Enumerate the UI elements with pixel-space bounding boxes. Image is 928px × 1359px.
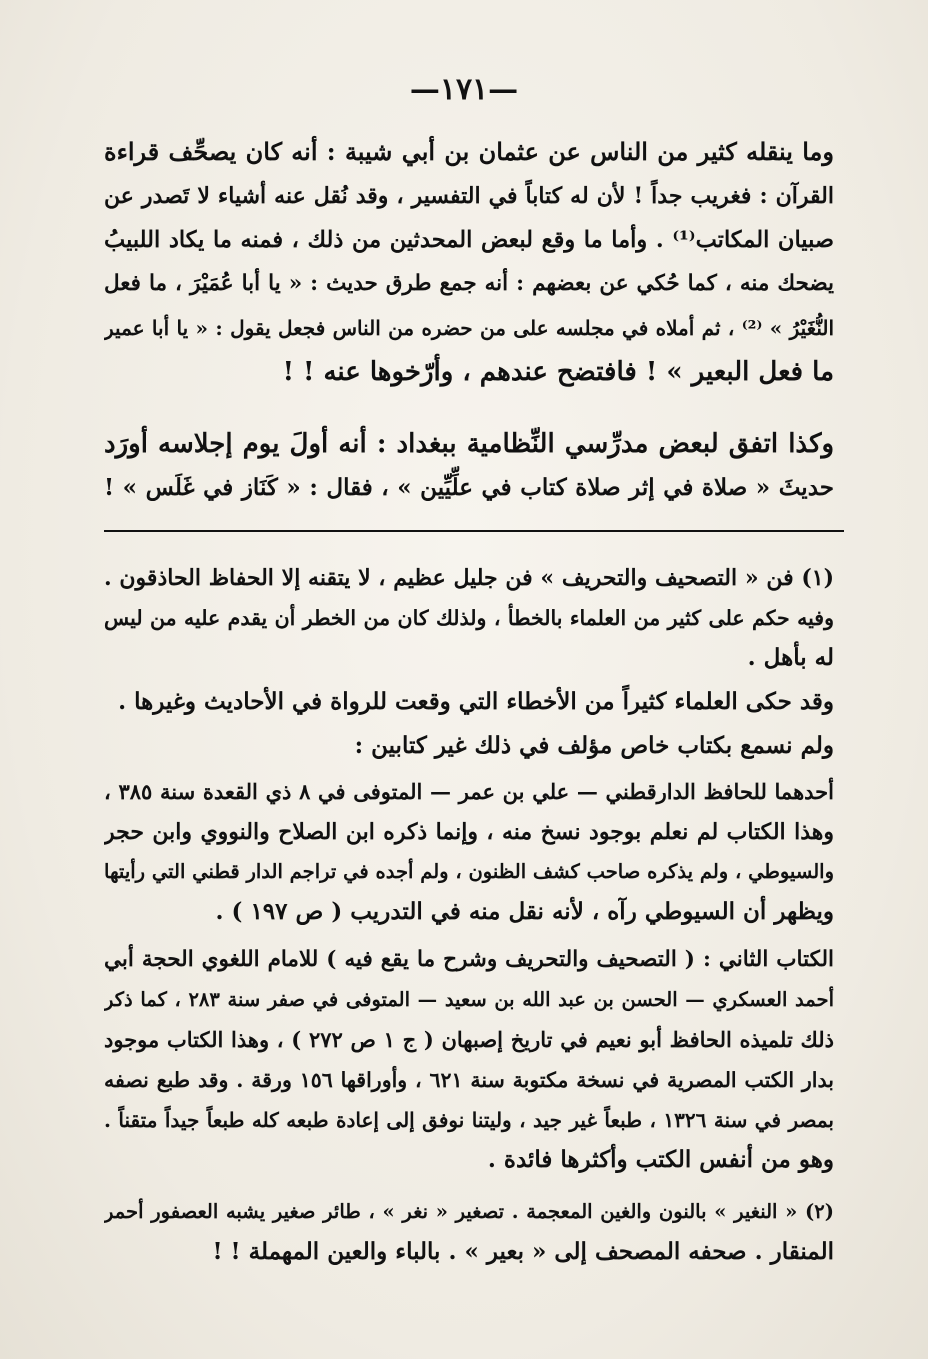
footnote-line: ويظهر أن السيوطي رآه ، لأنه نقل منه في التدريب ( ص ١٩٧ ) .: [215, 898, 834, 925]
footnote-1-paragraph-3: [104, 726, 834, 766]
text-line: وما ينقله كثير من الناس عن عثمان بن أبي شيبة : أنه كان يصحِّف قراءة: [104, 137, 834, 166]
text-line: القرآن : فغريب جداً ! لأن له كتاباً في التفسير ، وقد نُقل عنه أشياء لا تَصدر عن: [104, 183, 834, 209]
footnote-2: [104, 1192, 834, 1272]
text-line: صبيان المكاتب⁽¹⁾ . وأما ما وقع لبعض المحدثين من ذلك ، فمنه ما يكاد اللبيبُ: [104, 227, 834, 253]
footnote-line: وهذا الكتاب لم نعلم بوجود نسخ منه ، وإنما ذكره ابن الصلاح والنووي وابن حجر: [104, 819, 834, 845]
footnote-line: أحمد العسكري — الحسن بن عبد الله بن سعيد — المتوفى في صفر سنة ٢٨٣ ، كما ذكر: [104, 988, 834, 1011]
main-paragraph-2: [104, 422, 834, 510]
text-line: يضحك منه ، كما حُكي عن بعضهم : أنه جمع طرق حديث : « يا أبا عُمَيْرَ ، ما فعل: [104, 271, 834, 296]
footnote-line: وقد حكى العلماء كثيراً من الأخطاء التي وقعت للرواة في الأحاديث وغيرها .: [118, 688, 834, 715]
footnote-line: ذلك تلميذه الحافظ أبو نعيم في تاريخ إصبهان ( ج ١ ص ٢٧٢ ) ، وهذا الكتاب موجود: [104, 1027, 834, 1052]
footnote-line: له بأهل .: [747, 644, 834, 671]
text-line: وكذا اتفق لبعض مدرِّسي النِّظامية ببغداد : أنه أولَ يوم إجلاسه أورَد: [104, 429, 834, 459]
text-line: حديثَ « صلاة في إثر صلاة كتاب في علِّيِّين » ، فقال : « كَنَاز في غَلَس » !: [104, 474, 834, 501]
footnote-line: بمصر في سنة ١٣٢٦ ، طبعاً غير جيد ، وليتنا نوفق إلى إعادة طبعه كله طبعاً جيداً متقناً .: [104, 1108, 834, 1132]
text-line: ما فعل البعير » ! فافتضح عندهم ، وأرّخوها عنه ! !: [282, 357, 834, 387]
main-paragraph-1: [104, 130, 834, 394]
footnote-divider: [104, 530, 844, 532]
footnote-line: وفيه حكم على كثير من العلماء بالخطأ ، ولذلك كان من الخطر أن يقدم عليه من ليس: [104, 606, 834, 630]
footnote-line: (٢) « النغير » بالنون والغين المعجمة . تصغير « نغر » ، طائر صغير يشبه العصفور أحمر: [104, 1200, 834, 1223]
footnote-line: (١) فن « التصحيف والتحريف » فن جليل عظيم ، لا يتقنه إلا الحفاظ الحاذقون .: [104, 565, 834, 591]
footnote-1: [104, 558, 834, 678]
footnote-line: الكتاب الثاني : ( التصحيف والتحريف وشرح ما يقع فيه ) للامام اللغوي الحجة أبي: [104, 947, 834, 972]
footnote-1-paragraph-2: [104, 682, 834, 722]
footnote-line: ولم نسمع بكتاب خاص مؤلف في ذلك غير كتابين :: [354, 732, 834, 759]
footnote-line: أحدهما للحافظ الدارقطني — علي بن عمر — المتوفى في ٨ ذي القعدة سنة ٣٨٥ ،: [104, 779, 834, 804]
footnote-line: وهو من أنفس الكتب وأكثرها فائدة .: [487, 1146, 834, 1173]
footnote-1-paragraph-5: [104, 940, 834, 1180]
footnote-1-paragraph-4: [104, 772, 834, 932]
footnote-line: بدار الكتب المصرية في نسخة مكتوبة سنة ٦٢١ ، وأوراقها ١٥٦ ورقة . وقد طبع نصفه: [104, 1068, 834, 1092]
text-line: النُّغَيْرُ » ⁽²⁾ ، ثم أملاه في مجلسه على من حضره من الناس فجعل يقول : « يا أبا عمير: [104, 316, 834, 340]
footnote-line: والسيوطي ، ولم يذكره صاحب كشف الظنون ، ولم أجده في تراجم الدار قطني التي رأيتها: [104, 860, 834, 883]
page-number: —١٧١—: [409, 72, 519, 107]
footnote-line: المنقار . صحفه المصحف إلى « بعير » . بالباء والعين المهملة ! !: [212, 1238, 834, 1265]
